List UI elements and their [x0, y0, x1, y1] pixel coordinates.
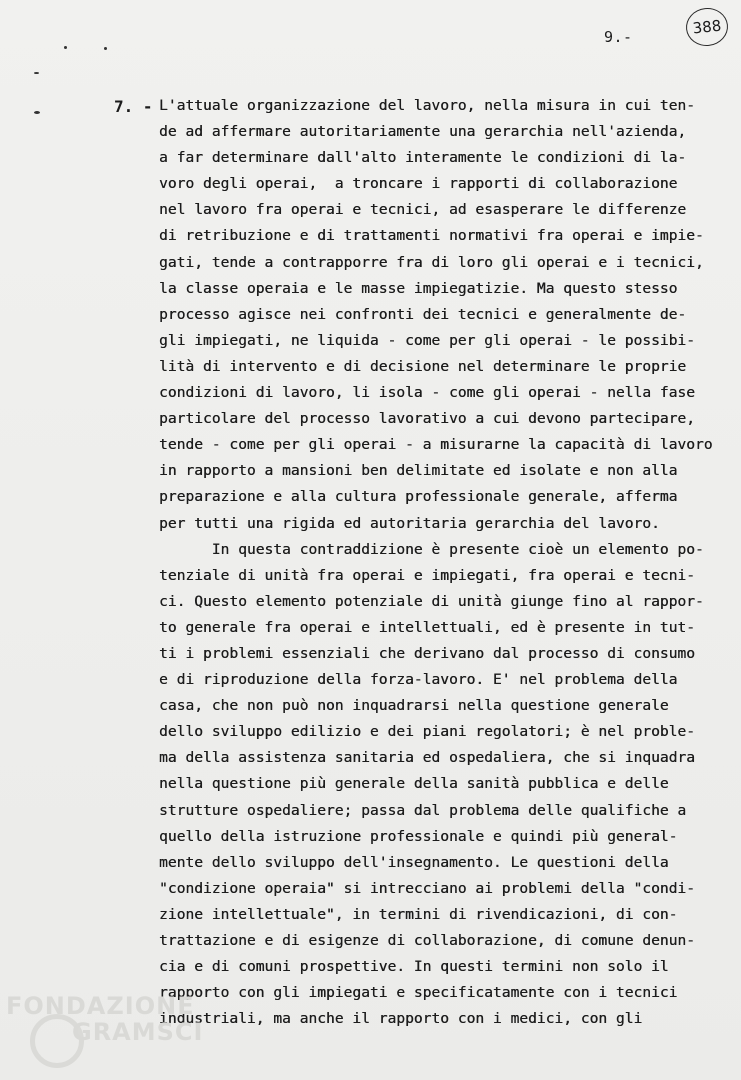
text-line: a far determinare dall'alto interamente le condizioni di la- [159, 149, 687, 167]
text-line: rapporto con gli impiegati e specificatamente con i tecnici [159, 984, 678, 1002]
text-line: "condizione operaia" si intrecciano ai problemi della "condi- [159, 879, 695, 897]
text-line: zione intellettuale", in termini di rivendicazioni, di con- [159, 905, 678, 923]
text-line: lità di intervento e di decisione nel determinare le proprie [159, 357, 687, 375]
text-line: dello sviluppo edilizio e dei piani regolatori; è nel proble- [159, 723, 695, 741]
watermark-line-1: FONDAZIONE [6, 992, 195, 1020]
text-line: tende - come per gli operai - a misurarne la capacità di lavoro [159, 436, 713, 454]
text-line: ci. Questo elemento potenziale di unità giunge fino al rappor- [159, 592, 704, 610]
text-line: condizioni di lavoro, li isola - come gli operai - nella fase [159, 384, 695, 402]
text-line: In questa contraddizione è presente cioè un elemento po- [159, 540, 704, 558]
text-line: di retribuzione e di trattamenti normativi fra operai e impie- [159, 227, 704, 245]
text-line: processo agisce nei confronti dei tecnici e generalmente de- [159, 305, 687, 323]
text-line: voro degli operai, a troncare i rapporti di collaborazione [159, 175, 678, 193]
text-line: preparazione e alla cultura professionale generale, afferma [159, 488, 678, 506]
text-line: nel lavoro fra operai e tecnici, ad esasperare le differenze [159, 201, 687, 219]
archive-stamp [684, 6, 730, 48]
text-line: casa, che non può non inquadrarsi nella questione generale [159, 697, 669, 715]
text-line: mente dello sviluppo dell'insegnamento. Le questioni della [159, 853, 669, 871]
text-line: e di riproduzione della forza-lavoro. E' nel problema della [159, 671, 678, 689]
text-line: trattazione e di esigenze di collaborazione, di comune denun- [159, 932, 695, 949]
paper-speck [104, 47, 107, 50]
text-line: de ad affermare autoritariamente una gerarchia nell'azienda, [159, 123, 687, 141]
watermark-line-2: GRAMSCI [72, 1018, 204, 1046]
text-line: in rapporto a mansioni ben delimitate ed isolate e non alla [159, 462, 678, 480]
text-line: particolare del processo lavorativo a cui devono partecipare, [159, 410, 695, 428]
text-line: ti i problemi essenziali che derivano dal processo di consumo [159, 644, 695, 662]
watermark-logo-icon [30, 1014, 84, 1068]
paper-speck [34, 111, 40, 114]
paper-speck [64, 46, 67, 49]
item-number: 7. - [114, 97, 153, 116]
text-line: quello della istruzione professionale e quindi più general- [159, 827, 678, 845]
text-line: la classe operaia e le masse impiegatizie. Ma questo stesso [159, 279, 678, 297]
text-line: L'attuale organizzazione del lavoro, nella misura in cui ten- [159, 97, 695, 114]
typewritten-body [159, 93, 713, 1032]
text-line: per tutti una rigida ed autoritaria gerarchia del lavoro. [159, 514, 660, 532]
text-line: cia e di comuni prospettive. In questi termini non solo il [159, 958, 669, 976]
text-line: tenziale di unità fra operai e impiegati, fra operai e tecni- [159, 566, 695, 584]
page-number: 9.- [604, 28, 633, 46]
paper-speck [34, 72, 39, 74]
text-line: gati, tende a contrapporre fra di loro gli operai e i tecnici, [159, 253, 704, 271]
text-line: industriali, ma anche il rapporto con i medici, con gli [159, 1010, 643, 1028]
text-line: nella questione più generale della sanità pubblica e delle [159, 775, 669, 793]
archive-stamp-number: 388 [691, 16, 723, 38]
text-line: strutture ospedaliere; passa dal problema delle qualifiche a [159, 801, 687, 819]
text-line: ma della assistenza sanitaria ed ospedaliera, che si inquadra [159, 749, 695, 767]
text-line: gli impiegati, ne liquida - come per gli operai - le possibi- [159, 331, 695, 349]
text-line: to generale fra operai e intellettuali, ed è presente in tut- [159, 618, 695, 636]
